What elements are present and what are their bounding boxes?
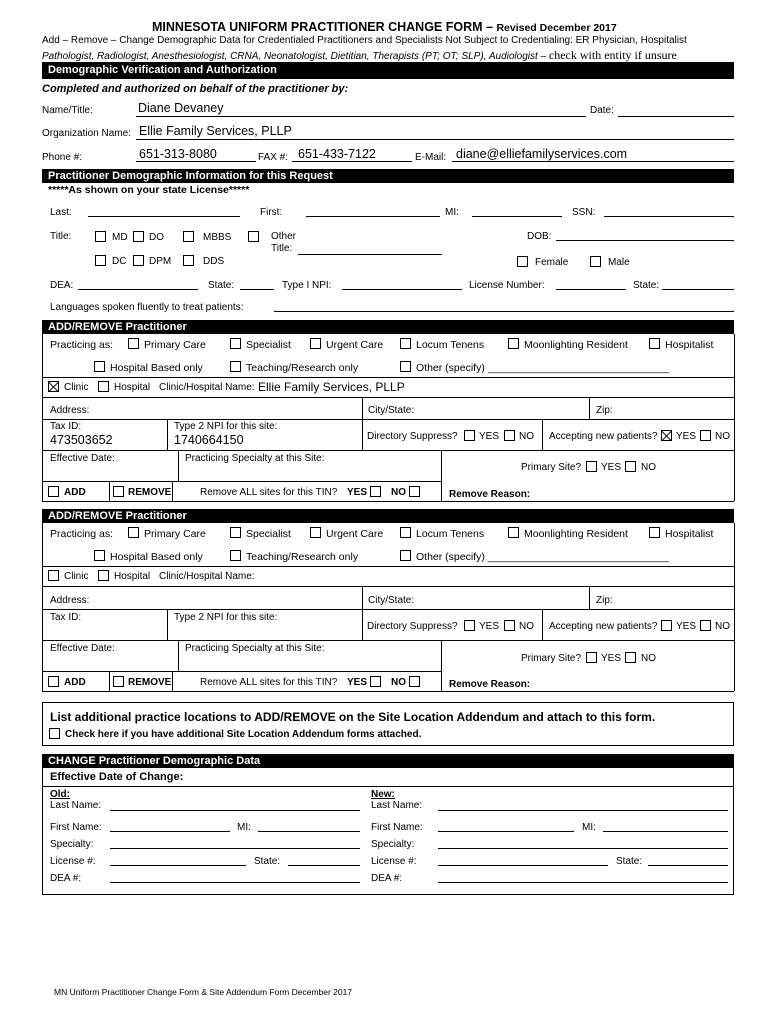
languages-line[interactable]	[274, 311, 734, 312]
hospital-based-checkbox-2[interactable]	[94, 550, 105, 561]
practicing-as-label: Practicing as:	[50, 339, 114, 351]
fax-line	[292, 161, 412, 162]
specialist-label: Specialist	[246, 339, 291, 351]
add-label-2: ADD	[64, 677, 86, 688]
last-line[interactable]	[88, 216, 240, 217]
directory-suppress-yes-checkbox[interactable]	[464, 430, 475, 441]
specialist-checkbox[interactable]	[230, 338, 241, 349]
directory-suppress-yes-label-2: YES	[479, 621, 500, 632]
hospitalist-label-2: Hospitalist	[665, 528, 714, 540]
teaching-checkbox[interactable]	[230, 361, 241, 372]
completed-by-label: Completed and authorized on behalf of the practitioner by:	[42, 83, 349, 95]
addendum-attached-label: Check here if you have additional Site Location Addendum forms attached.	[65, 729, 422, 740]
male-checkbox[interactable]	[590, 256, 601, 267]
name-title-label: Name/Title:	[42, 105, 93, 116]
old-first-name-label: First Name:	[50, 822, 102, 833]
remove-all-no-checkbox-2[interactable]	[409, 676, 420, 687]
urgent-care-checkbox-2[interactable]	[310, 527, 321, 538]
primary-site-yes-checkbox[interactable]	[586, 461, 597, 472]
phone-label: Phone #:	[42, 152, 83, 163]
accepting-no-label-2: NO	[715, 621, 730, 632]
languages-label: Languages spoken fluently to treat patients:	[50, 302, 244, 313]
type2npi-label-2: Type 2 NPI for this site:	[174, 612, 278, 623]
clinic-hospital-name-label-2: Clinic/Hospital Name:	[159, 571, 255, 582]
mbbs-label: MBBS	[203, 232, 232, 243]
old-state-label: State:	[254, 856, 281, 867]
license-number-label: License Number:	[469, 280, 545, 291]
directory-suppress-no-label-2: NO	[519, 621, 534, 632]
dc-checkbox[interactable]	[95, 255, 106, 266]
other-specify-label-2[interactable]: Other (specify) _______________________________	[416, 551, 669, 563]
remove-all-no-label: NO	[391, 487, 406, 498]
teaching-checkbox-2[interactable]	[230, 550, 241, 561]
tax-id-label-2: Tax ID:	[50, 612, 82, 623]
footer-text: MN Uniform Practitioner Change Form & Site Addendum Form December 2017	[54, 987, 353, 997]
directory-suppress-label-2: Directory Suppress?	[367, 621, 458, 632]
accepting-yes-checkbox[interactable]	[661, 430, 672, 441]
primary-care-label: Primary Care	[144, 339, 206, 351]
other-title-line[interactable]	[298, 254, 442, 255]
moonlighting-checkbox[interactable]	[508, 338, 519, 349]
old-last-name-label: Last Name:	[50, 800, 102, 811]
mi-line[interactable]	[472, 216, 562, 217]
new-state-line[interactable]	[648, 865, 728, 866]
other-title-label-2: Title:	[271, 243, 293, 254]
old-license-line[interactable]	[110, 865, 246, 866]
other-specify-checkbox[interactable]	[400, 361, 411, 372]
practicing-specialty-label-2: Practicing Specialty at this Site:	[185, 643, 325, 654]
effective-date-label-2: Effective Date:	[50, 643, 115, 654]
email-line	[452, 161, 734, 162]
urgent-care-label: Urgent Care	[326, 339, 384, 351]
new-label: New:	[371, 789, 395, 800]
specialist-checkbox-2[interactable]	[230, 527, 241, 538]
change-bar: CHANGE Practitioner Demographic Data	[42, 754, 734, 768]
new-specialty-label: Specialty:	[371, 839, 415, 850]
title-label: Title:	[50, 231, 72, 242]
primary-site-yes-label-2: YES	[601, 653, 622, 664]
new-first-name-line[interactable]	[438, 831, 574, 832]
hospital-checkbox-2[interactable]	[98, 570, 109, 581]
tax-id-label: Tax ID:	[50, 421, 82, 432]
urgent-care-checkbox[interactable]	[310, 338, 321, 349]
locum-tenens-checkbox[interactable]	[400, 338, 411, 349]
verification-bar: Demographic Verification and Authorization	[42, 62, 734, 79]
addendum-attached-checkbox[interactable]	[49, 728, 60, 739]
revised-date: Revised December 2017	[496, 22, 617, 34]
do-label: DO	[149, 232, 164, 243]
add-remove-bar-2: ADD/REMOVE Practitioner	[42, 509, 734, 523]
hospital-label-2: Hospital	[114, 571, 151, 582]
primary-site-yes-checkbox-2[interactable]	[586, 652, 597, 663]
old-last-name-line[interactable]	[110, 810, 360, 811]
old-mi-line[interactable]	[258, 831, 360, 832]
primary-care-checkbox[interactable]	[128, 338, 139, 349]
remove-all-yes-checkbox[interactable]	[370, 486, 381, 497]
first-label: First:	[260, 207, 283, 218]
new-state-label: State:	[616, 856, 643, 867]
new-dea-label: DEA #:	[371, 873, 403, 884]
date-line[interactable]	[618, 116, 734, 117]
dea-label: DEA:	[50, 280, 74, 291]
urgent-care-label-2: Urgent Care	[326, 528, 384, 540]
accepting-no-checkbox[interactable]	[700, 430, 711, 441]
hospitalist-checkbox[interactable]	[649, 338, 660, 349]
form-title: MINNESOTA UNIFORM PRACTITIONER CHANGE FORM – Revised December 2017	[152, 20, 617, 34]
primary-site-label: Primary Site?	[521, 462, 582, 473]
shown-on-license: *****As shown on your state License*****	[48, 184, 250, 196]
old-license-label: License #:	[50, 856, 96, 867]
last-label: Last:	[50, 207, 72, 218]
name-title-value[interactable]: Diane Devaney	[138, 101, 224, 115]
accepting-yes-label: YES	[676, 431, 697, 442]
old-mi-label: MI:	[237, 822, 251, 833]
dea-line[interactable]	[78, 289, 198, 290]
remove-reason-label: Remove Reason:	[449, 489, 531, 500]
md-checkbox[interactable]	[95, 231, 106, 242]
primary-site-label-2: Primary Site?	[521, 653, 582, 664]
fax-label: FAX #:	[258, 152, 289, 163]
hospital-based-label-2: Hospital Based only	[110, 551, 203, 563]
name-title-line	[136, 116, 586, 117]
new-license-line[interactable]	[438, 865, 608, 866]
old-dea-label: DEA #:	[50, 873, 82, 884]
ssn-line[interactable]	[604, 216, 734, 217]
new-dea-line[interactable]	[438, 882, 728, 883]
remove-reason-label-2: Remove Reason:	[449, 679, 531, 690]
clinic-checkbox[interactable]	[48, 381, 59, 392]
org-name-label: Organization Name:	[42, 128, 131, 139]
mbbs-checkbox[interactable]	[183, 231, 194, 242]
dc-label: DC	[112, 256, 127, 267]
primary-site-no-label: NO	[641, 462, 656, 473]
effective-date-of-change-label: Effective Date of Change:	[50, 771, 184, 783]
old-dea-line[interactable]	[110, 882, 360, 883]
moonlighting-label-2: Moonlighting Resident	[524, 528, 628, 540]
accepting-no-checkbox-2[interactable]	[700, 620, 711, 631]
other-specify-checkbox-2[interactable]	[400, 550, 411, 561]
new-specialty-line[interactable]	[438, 848, 728, 849]
md-label: MD	[112, 232, 128, 243]
hospital-checkbox[interactable]	[98, 381, 109, 392]
hospitalist-checkbox-2[interactable]	[649, 527, 660, 538]
new-last-name-line[interactable]	[438, 810, 728, 811]
primary-site-no-checkbox[interactable]	[625, 461, 636, 472]
directory-suppress-no-label: NO	[519, 431, 534, 442]
accepting-yes-label-2: YES	[676, 621, 697, 632]
primary-site-no-checkbox-2[interactable]	[625, 652, 636, 663]
other-title-label: Other	[271, 231, 297, 242]
add-checkbox-2[interactable]	[48, 676, 59, 687]
clinic-checkbox-2[interactable]	[48, 570, 59, 581]
locum-tenens-label-2: Locum Tenens	[416, 528, 485, 540]
email-value[interactable]: diane@elliefamilyservices.com	[456, 147, 628, 161]
new-last-name-label: Last Name:	[371, 800, 423, 811]
ssn-label: SSN:	[572, 207, 596, 218]
moonlighting-checkbox-2[interactable]	[508, 527, 519, 538]
type2npi-label: Type 2 NPI for this site:	[174, 421, 278, 432]
header-subtitle-1: Add – Remove – Change Demographic Data for Credentialed Practitioners and Specialists Not Subject to Credentialing: ER Physician, Hospitalist	[42, 35, 687, 46]
directory-suppress-no-checkbox-2[interactable]	[504, 620, 515, 631]
old-specialty-line[interactable]	[110, 848, 360, 849]
accepting-new-patients-label: Accepting new patients?	[549, 431, 658, 442]
do-checkbox[interactable]	[133, 231, 144, 242]
remove-all-no-checkbox[interactable]	[409, 486, 420, 497]
other-title-checkbox[interactable]	[248, 231, 259, 242]
primary-site-no-label-2: NO	[641, 653, 656, 664]
locum-tenens-label: Locum Tenens	[416, 339, 485, 351]
zip-label-2: Zip:	[596, 595, 613, 606]
type1npi-line[interactable]	[342, 289, 462, 290]
type2npi-value[interactable]: 1740664150	[174, 433, 244, 447]
dea-state-label: State:	[208, 280, 235, 291]
city-state-label: City/State:	[368, 405, 415, 416]
clinic-hospital-name-label: Clinic/Hospital Name:	[159, 382, 255, 393]
dpm-label: DPM	[149, 256, 172, 267]
email-label: E-Mail:	[415, 152, 447, 163]
address-label: Address:	[50, 405, 90, 416]
teaching-label: Teaching/Research only	[246, 362, 359, 374]
new-license-label: License #:	[371, 856, 417, 867]
primary-care-label-2: Primary Care	[144, 528, 206, 540]
effective-date-label: Effective Date:	[50, 453, 115, 464]
old-state-line[interactable]	[288, 865, 360, 866]
hospital-label: Hospital	[114, 382, 151, 393]
dob-label: DOB:	[527, 231, 552, 242]
accepting-yes-checkbox-2[interactable]	[661, 620, 672, 631]
new-first-name-label: First Name:	[371, 822, 423, 833]
clinic-label: Clinic	[64, 382, 89, 393]
org-name-value[interactable]: Ellie Family Services, PLLP	[139, 124, 292, 138]
add-remove-bar-1: ADD/REMOVE Practitioner	[42, 320, 734, 334]
add-label: ADD	[64, 487, 86, 498]
accepting-no-label: NO	[715, 431, 730, 442]
practicing-specialty-label: Practicing Specialty at this Site:	[185, 453, 325, 464]
specialist-label-2: Specialist	[246, 528, 291, 540]
org-name-line	[136, 139, 734, 140]
directory-suppress-label: Directory Suppress?	[367, 431, 458, 442]
mi-label: MI:	[445, 207, 459, 218]
dea-state-line[interactable]	[240, 289, 274, 290]
license-number-line[interactable]	[556, 289, 626, 290]
license-state-line[interactable]	[662, 289, 734, 290]
address-label-2: Address:	[50, 595, 90, 606]
tax-id-value[interactable]: 473503652	[50, 433, 113, 447]
moonlighting-label: Moonlighting Resident	[524, 339, 628, 351]
remove-all-label-2: Remove ALL sites for this TIN?	[200, 677, 338, 688]
remove-all-no-label-2: NO	[391, 677, 406, 688]
hospital-based-checkbox[interactable]	[94, 361, 105, 372]
dds-label: DDS	[203, 256, 225, 267]
teaching-label-2: Teaching/Research only	[246, 551, 359, 563]
type1npi-label: Type I NPI:	[282, 280, 332, 291]
clinic-hospital-name-value[interactable]: Ellie Family Services, PLLP	[258, 380, 405, 394]
old-specialty-label: Specialty:	[50, 839, 94, 850]
phone-value[interactable]: 651-313-8080	[139, 147, 217, 161]
directory-suppress-yes-label: YES	[479, 431, 500, 442]
male-label: Male	[608, 257, 630, 268]
directory-suppress-no-checkbox[interactable]	[504, 430, 515, 441]
remove-label-2: REMOVE	[128, 677, 172, 688]
zip-label: Zip:	[596, 405, 613, 416]
old-first-name-line[interactable]	[110, 831, 230, 832]
hospitalist-label: Hospitalist	[665, 339, 714, 351]
license-state-label: State:	[633, 280, 660, 291]
dob-line[interactable]	[556, 240, 734, 241]
header-subtitle-2: Pathologist, Radiologist, Anesthesiologist, CRNA, Neonatologist, Dietitian, Therapists (PT; OT; SLP), Audiologist – check with entity if unsure	[42, 48, 677, 62]
practicing-as-label-2: Practicing as:	[50, 528, 114, 540]
directory-suppress-yes-checkbox-2[interactable]	[464, 620, 475, 631]
remove-checkbox-2[interactable]	[113, 676, 124, 687]
phone-line	[136, 161, 256, 162]
female-checkbox[interactable]	[517, 256, 528, 267]
accepting-new-patients-label-2: Accepting new patients?	[549, 621, 658, 632]
old-label: Old:	[50, 789, 70, 800]
city-state-label-2: City/State:	[368, 595, 415, 606]
remove-label: REMOVE	[128, 487, 172, 498]
remove-all-yes-checkbox-2[interactable]	[370, 676, 381, 687]
hospital-based-label: Hospital Based only	[110, 362, 203, 374]
new-mi-label: MI:	[582, 822, 596, 833]
additional-locations-heading: List additional practice locations to ADD/REMOVE on the Site Location Addendum and attach to this form.	[50, 710, 656, 724]
first-line[interactable]	[306, 216, 440, 217]
clinic-label-2: Clinic	[64, 571, 89, 582]
demographic-bar: Practitioner Demographic Information for this Request	[42, 169, 734, 183]
primary-site-yes-label: YES	[601, 462, 622, 473]
remove-all-yes-label: YES	[347, 487, 368, 498]
dds-checkbox[interactable]	[183, 255, 194, 266]
other-specify-label[interactable]: Other (specify) _______________________________	[416, 362, 669, 374]
date-label: Date:	[590, 105, 614, 116]
add-checkbox[interactable]	[48, 486, 59, 497]
female-label: Female	[535, 257, 569, 268]
new-mi-line[interactable]	[603, 831, 728, 832]
dpm-checkbox[interactable]	[133, 255, 144, 266]
primary-care-checkbox-2[interactable]	[128, 527, 139, 538]
fax-value[interactable]: 651-433-7122	[298, 147, 376, 161]
remove-checkbox[interactable]	[113, 486, 124, 497]
remove-all-yes-label-2: YES	[347, 677, 368, 688]
locum-tenens-checkbox-2[interactable]	[400, 527, 411, 538]
remove-all-label: Remove ALL sites for this TIN?	[200, 487, 338, 498]
